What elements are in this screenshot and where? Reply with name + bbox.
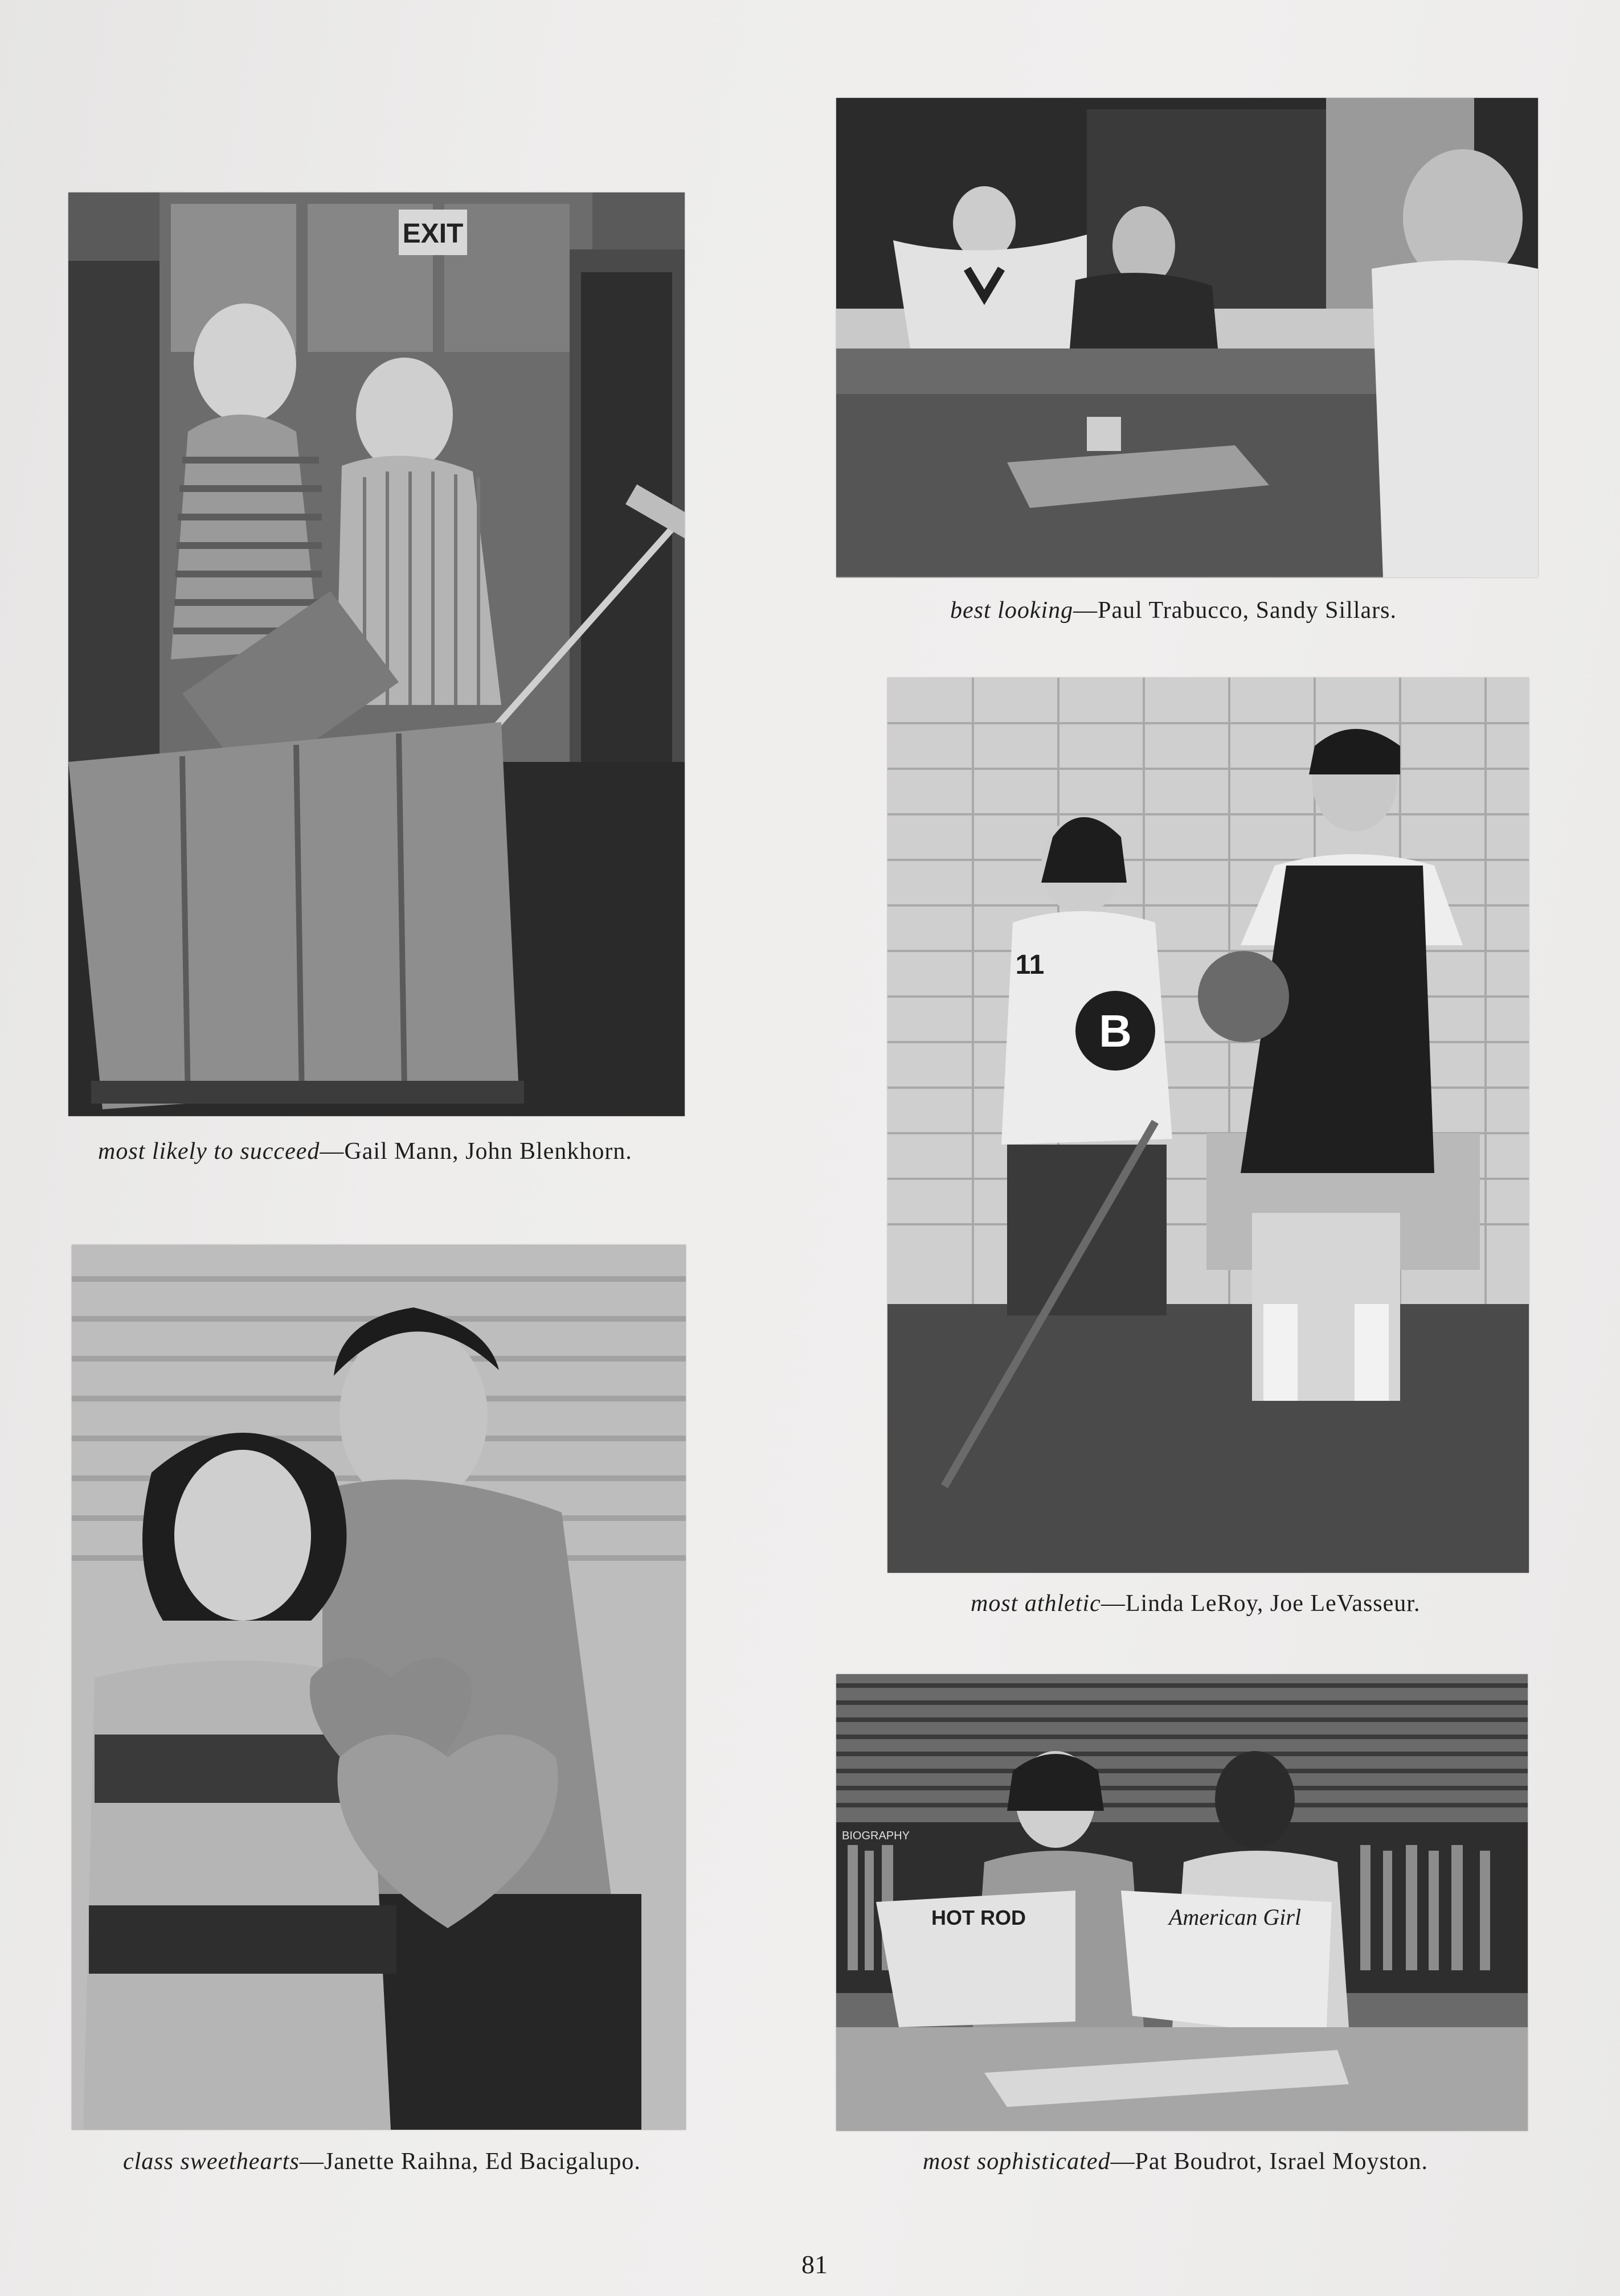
student-names: —Paul Trabucco, Sandy Sillars.	[1073, 597, 1397, 624]
shelf-label: BIOGRAPHY	[842, 1830, 910, 1842]
caption-best-looking	[950, 596, 1397, 625]
caption-most-sophisticated	[923, 2147, 1428, 2176]
exit-sign-text: EXIT	[402, 219, 464, 249]
caption-most-likely-to-succeed	[98, 1137, 632, 1166]
mirror-scene-image	[836, 98, 1538, 577]
award-title: class sweethearts	[123, 2149, 300, 2175]
award-title: most athletic	[971, 1590, 1101, 1617]
gym-scene-image	[887, 678, 1529, 1573]
award-title: most likely to succeed	[98, 1138, 320, 1165]
photo-most-sophisticated	[836, 1674, 1528, 2131]
student-names: —Gail Mann, John Blenkhorn.	[320, 1138, 632, 1165]
jersey-number: 11	[1015, 950, 1045, 980]
award-title: best looking	[950, 597, 1074, 624]
page-number: 81	[801, 2250, 828, 2279]
photo-class-sweethearts	[72, 1245, 686, 2130]
caption-class-sweethearts	[123, 2147, 641, 2176]
caption-most-athletic	[971, 1589, 1420, 1618]
sweethearts-portrait-image	[72, 1245, 686, 2130]
jersey-letter: B	[1099, 1006, 1132, 1056]
magazine-american-girl-title: American Girl	[1168, 1904, 1302, 1930]
student-names: —Linda LeRoy, Joe LeVasseur.	[1101, 1590, 1421, 1617]
photo-most-likely-to-succeed	[68, 192, 685, 1116]
award-title: most sophisticated	[923, 2149, 1111, 2175]
photo-best-looking	[836, 98, 1538, 577]
hallway-scene-image	[68, 192, 685, 1116]
student-names: —Pat Boudrot, Israel Moyston.	[1110, 2149, 1428, 2175]
library-scene-image	[836, 1674, 1528, 2131]
student-names: —Janette Raihna, Ed Bacigalupo.	[299, 2149, 641, 2175]
basketball	[1198, 951, 1289, 1042]
magazine-hot-rod-title: HOT ROD	[931, 1906, 1026, 1929]
photo-most-athletic	[887, 678, 1529, 1573]
